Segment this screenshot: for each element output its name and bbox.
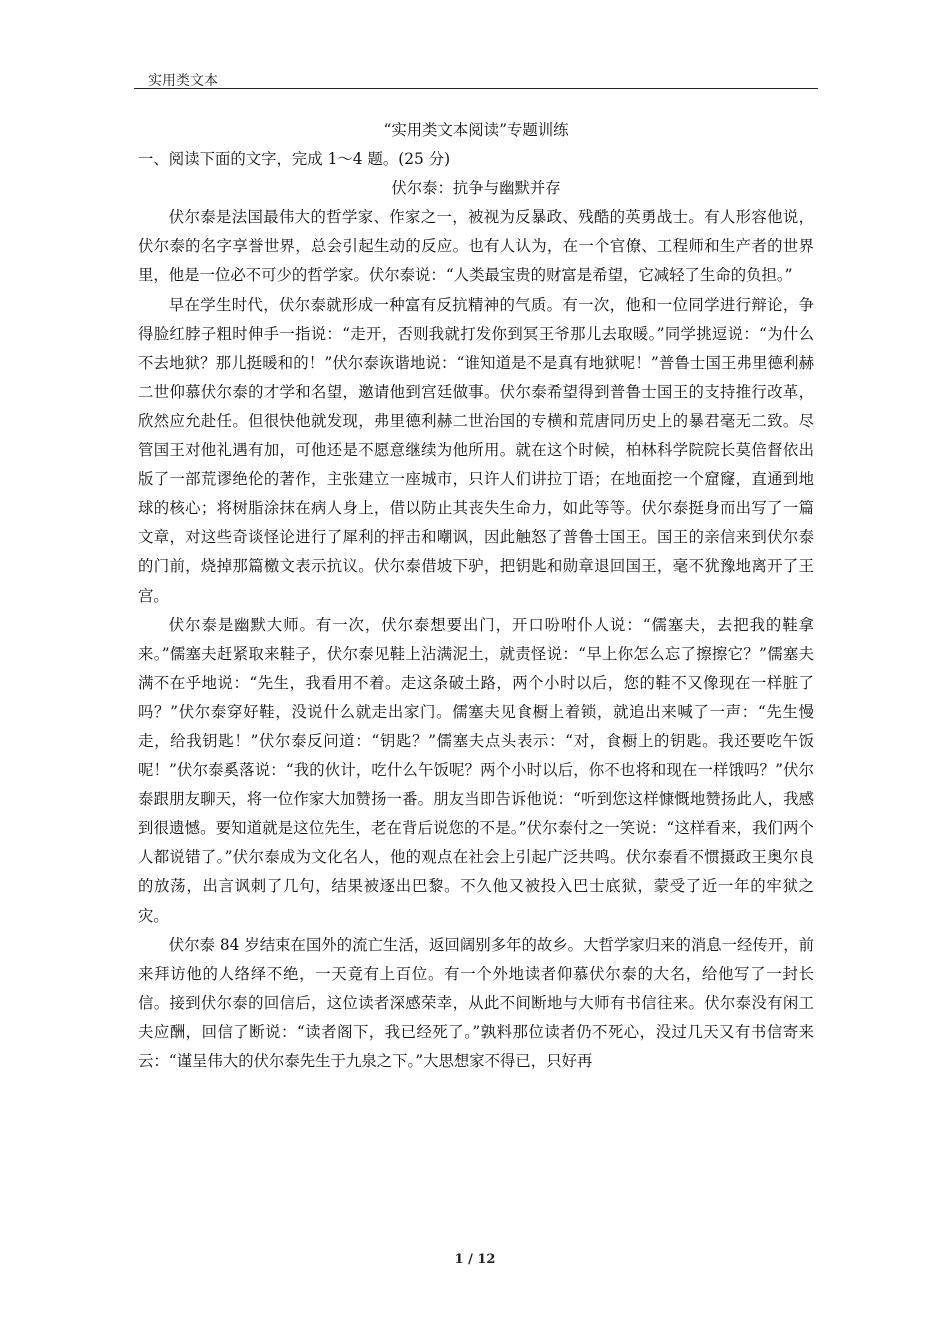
page-number: 1 / 12 [454,1252,496,1267]
section-heading: 一、阅读下面的文字，完成 1～4 题。(25 分) [138,150,451,169]
article-title: 伏尔泰：抗争与幽默并存 [391,179,561,198]
running-header: 实用类文本 [148,73,218,89]
paragraph: 早在学生时代，伏尔泰就形成一种富有反抗精神的气质。有一次，他和一位同学进行辩论，争得脸红脖子粗时伸手一指说：“走开，否则我就打发你到冥王爷那儿去取暖。”同学挑逗说：“为什么不去地狱？那儿挺暖和的！”伏尔泰诙谐地说：“谁知道是不是真有地狱呢！”普鲁士国王弗里德利赫二世仰慕伏尔泰的才学和名望，邀请他到宫廷做事。伏尔泰希望得到普鲁士国王的支持推行改革，欣然应允赴任。但很快他就发现，弗里德利赫二世治国的专横和荒唐同历史上的暴君毫无二致。尽管国王对他礼遇有加，可他还是不愿意继续为他所用。就在这个时候，柏林科学院院长莫倍督依出版了一部荒谬绝伦的著作，主张建立一座城市，只许人们讲拉丁语；在地面挖一个窟窿，直通到地球的核心；将树脂涂抹在病人身上，借以防止其丧失生命力，如此等等。伏尔泰挺身而出写了一篇文章，对这些奇谈怪论进行了犀利的抨击和嘲讽，因此触怒了普鲁士国王。国王的亲信来到伏尔泰的门前，烧掉那篇檄文表示抗议。伏尔泰借坡下驴，把钥匙和勋章退回国王，毫不犹豫地离开了王宫。 [138,295,814,605]
paragraph: 伏尔泰 84 岁结束在国外的流亡生活，返回阔别多年的故乡。大哲学家归来的消息一经传开，前来拜访他的人络绎不绝，一天竟有上百位。有一个外地读者仰慕伏尔泰的大名，给他写了一封长信。接到伏尔泰的回信后，这位读者深感荣幸，从此不间断地与大师有书信往来。伏尔泰没有闲工夫应酬，回信了断说：“读者阁下，我已经死了。”孰料那位读者仍不死心，没过几天又有书信寄来云：“谨呈伟大的伏尔泰先生于九泉之下。”大思想家不得已，只好再 [138,935,814,1070]
document-body [138,116,814,1076]
paragraph: 伏尔泰是幽默大师。有一次，伏尔泰想要出门，开口吩咐仆人说：“儒塞夫，去把我的鞋拿来。”儒塞夫赶紧取来鞋子，伏尔泰见鞋上沾满泥土，就责怪说：“早上你怎么忘了擦擦它？”儒塞夫满不在乎地说：“先生，我看用不着。走这条破土路，两个小时以后，您的鞋不又像现在一样脏了吗？”伏尔泰穿好鞋，没说什么就走出家门。儒塞夫见食橱上着锁，就追出来喊了一声：“先生慢走，给我钥匙！”伏尔泰反问道：“钥匙？”儒塞夫点头表示：“对，食橱上的钥匙。我还要吃午饭呢！”伏尔泰奚落说：“我的伙计，吃什么午饭呢？两个小时以后，你不也将和现在一样饿吗？”伏尔泰跟朋友聊天，将一位作家大加赞扬一番。朋友当即告诉他说：“听到您这样慷慨地赞扬此人，我感到很遗憾。要知道就是这位先生，老在背后说您的不是。”伏尔泰付之一笑说：“这样看来，我们两个人都说错了。”伏尔泰成为文化名人，他的观点在社会上引起广泛共鸣。伏尔泰看不惯摄政王奥尔良的放荡，出言讽刺了几句，结果被逐出巴黎。不久他又被投入巴士底狱，蒙受了近一年的牢狱之灾。 [138,615,814,925]
header-divider [134,88,818,89]
document-title: “实用类文本阅读”专题训练 [383,121,569,139]
paragraph: 伏尔泰是法国最伟大的哲学家、作家之一，被视为反暴政、残酷的英勇战士。有人形容他说，伏尔泰的名字享誉世界，总会引起生动的反应。也有人认为，在一个官僚、工程师和生产者的世界里，他是一位必不可少的哲学家。伏尔泰说：“人类最宝贵的财富是希望，它减轻了生命的负担。” [138,208,814,285]
